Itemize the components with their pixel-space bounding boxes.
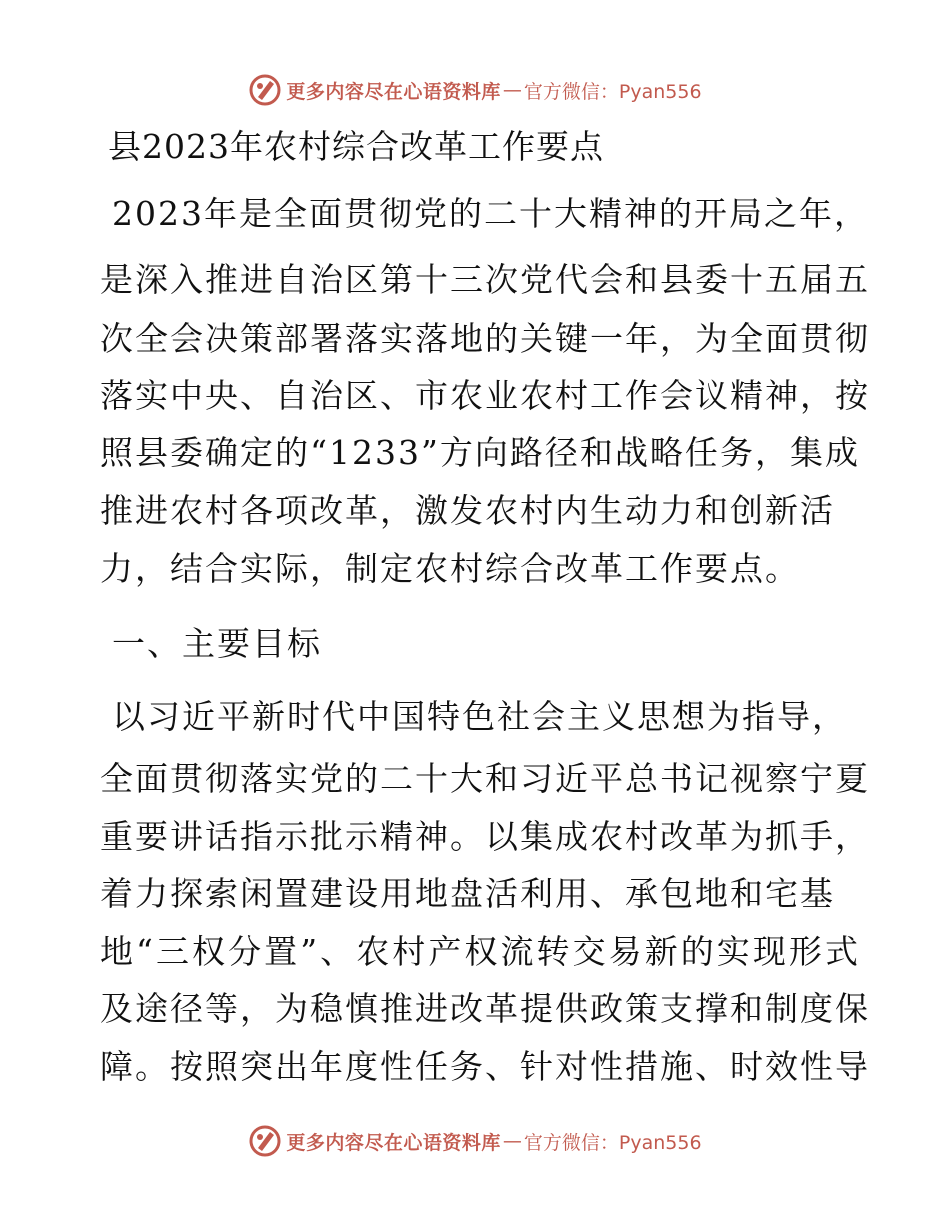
paragraph-line: 障。按照突出年度性任务、针对性措施、时效性导 [100, 1047, 870, 1086]
paragraph-line: 2023年是全面贯彻党的二十大精神的开局之年， [112, 194, 869, 233]
watermark-dash: — [502, 1130, 522, 1152]
paragraph-line: 着力探索闲置建设用地盘活利用、承包地和宅基 [100, 874, 835, 913]
brand-logo-icon [248, 73, 282, 107]
paragraph-line: 是深入推进自治区第十三次党代会和县委十五届五 [100, 260, 870, 299]
paragraph-line: 全面贯彻落实党的二十大和习近平总书记视察宁夏 [100, 759, 870, 798]
paragraph-line: 重要讲话指示批示精神。以集成农村改革为抓手， [100, 817, 870, 856]
paragraph-line: 以习近平新时代中国特色社会主义思想为指导， [112, 697, 847, 736]
brand-logo-icon [248, 1124, 282, 1158]
paragraph-line: 力，结合实际，制定农村综合改革工作要点。 [100, 549, 800, 588]
paragraph-line: 及途径等，为稳慎推进改革提供政策支撑和制度保 [100, 989, 870, 1028]
section-heading: 一、主要目标 [112, 624, 322, 663]
paragraph-line: 地“三权分置”、农村产权流转交易新的实现形式 [100, 932, 860, 971]
document-title: 县2023年农村综合改革工作要点 [108, 127, 604, 166]
watermark-footer [0, 1121, 950, 1161]
watermark-header [0, 70, 950, 110]
watermark-sub-text: 官方微信：Pyan556 [523, 80, 702, 103]
watermark-dash: — [502, 79, 522, 101]
paragraph-line: 落实中央、自治区、市农业农村工作会议精神，按 [100, 376, 870, 415]
paragraph-line: 推进农村各项改革，激发农村内生动力和创新活 [100, 491, 835, 530]
watermark-main-text: 更多内容尽在心语资料库 [286, 80, 501, 103]
watermark-main-text: 更多内容尽在心语资料库 [286, 1131, 501, 1154]
paragraph-line: 次全会决策部署落实落地的关键一年，为全面贯彻 [100, 319, 870, 358]
watermark-sub-text: 官方微信：Pyan556 [523, 1131, 702, 1154]
paragraph-line: 照县委确定的“1233”方向路径和战略任务，集成 [100, 433, 860, 472]
